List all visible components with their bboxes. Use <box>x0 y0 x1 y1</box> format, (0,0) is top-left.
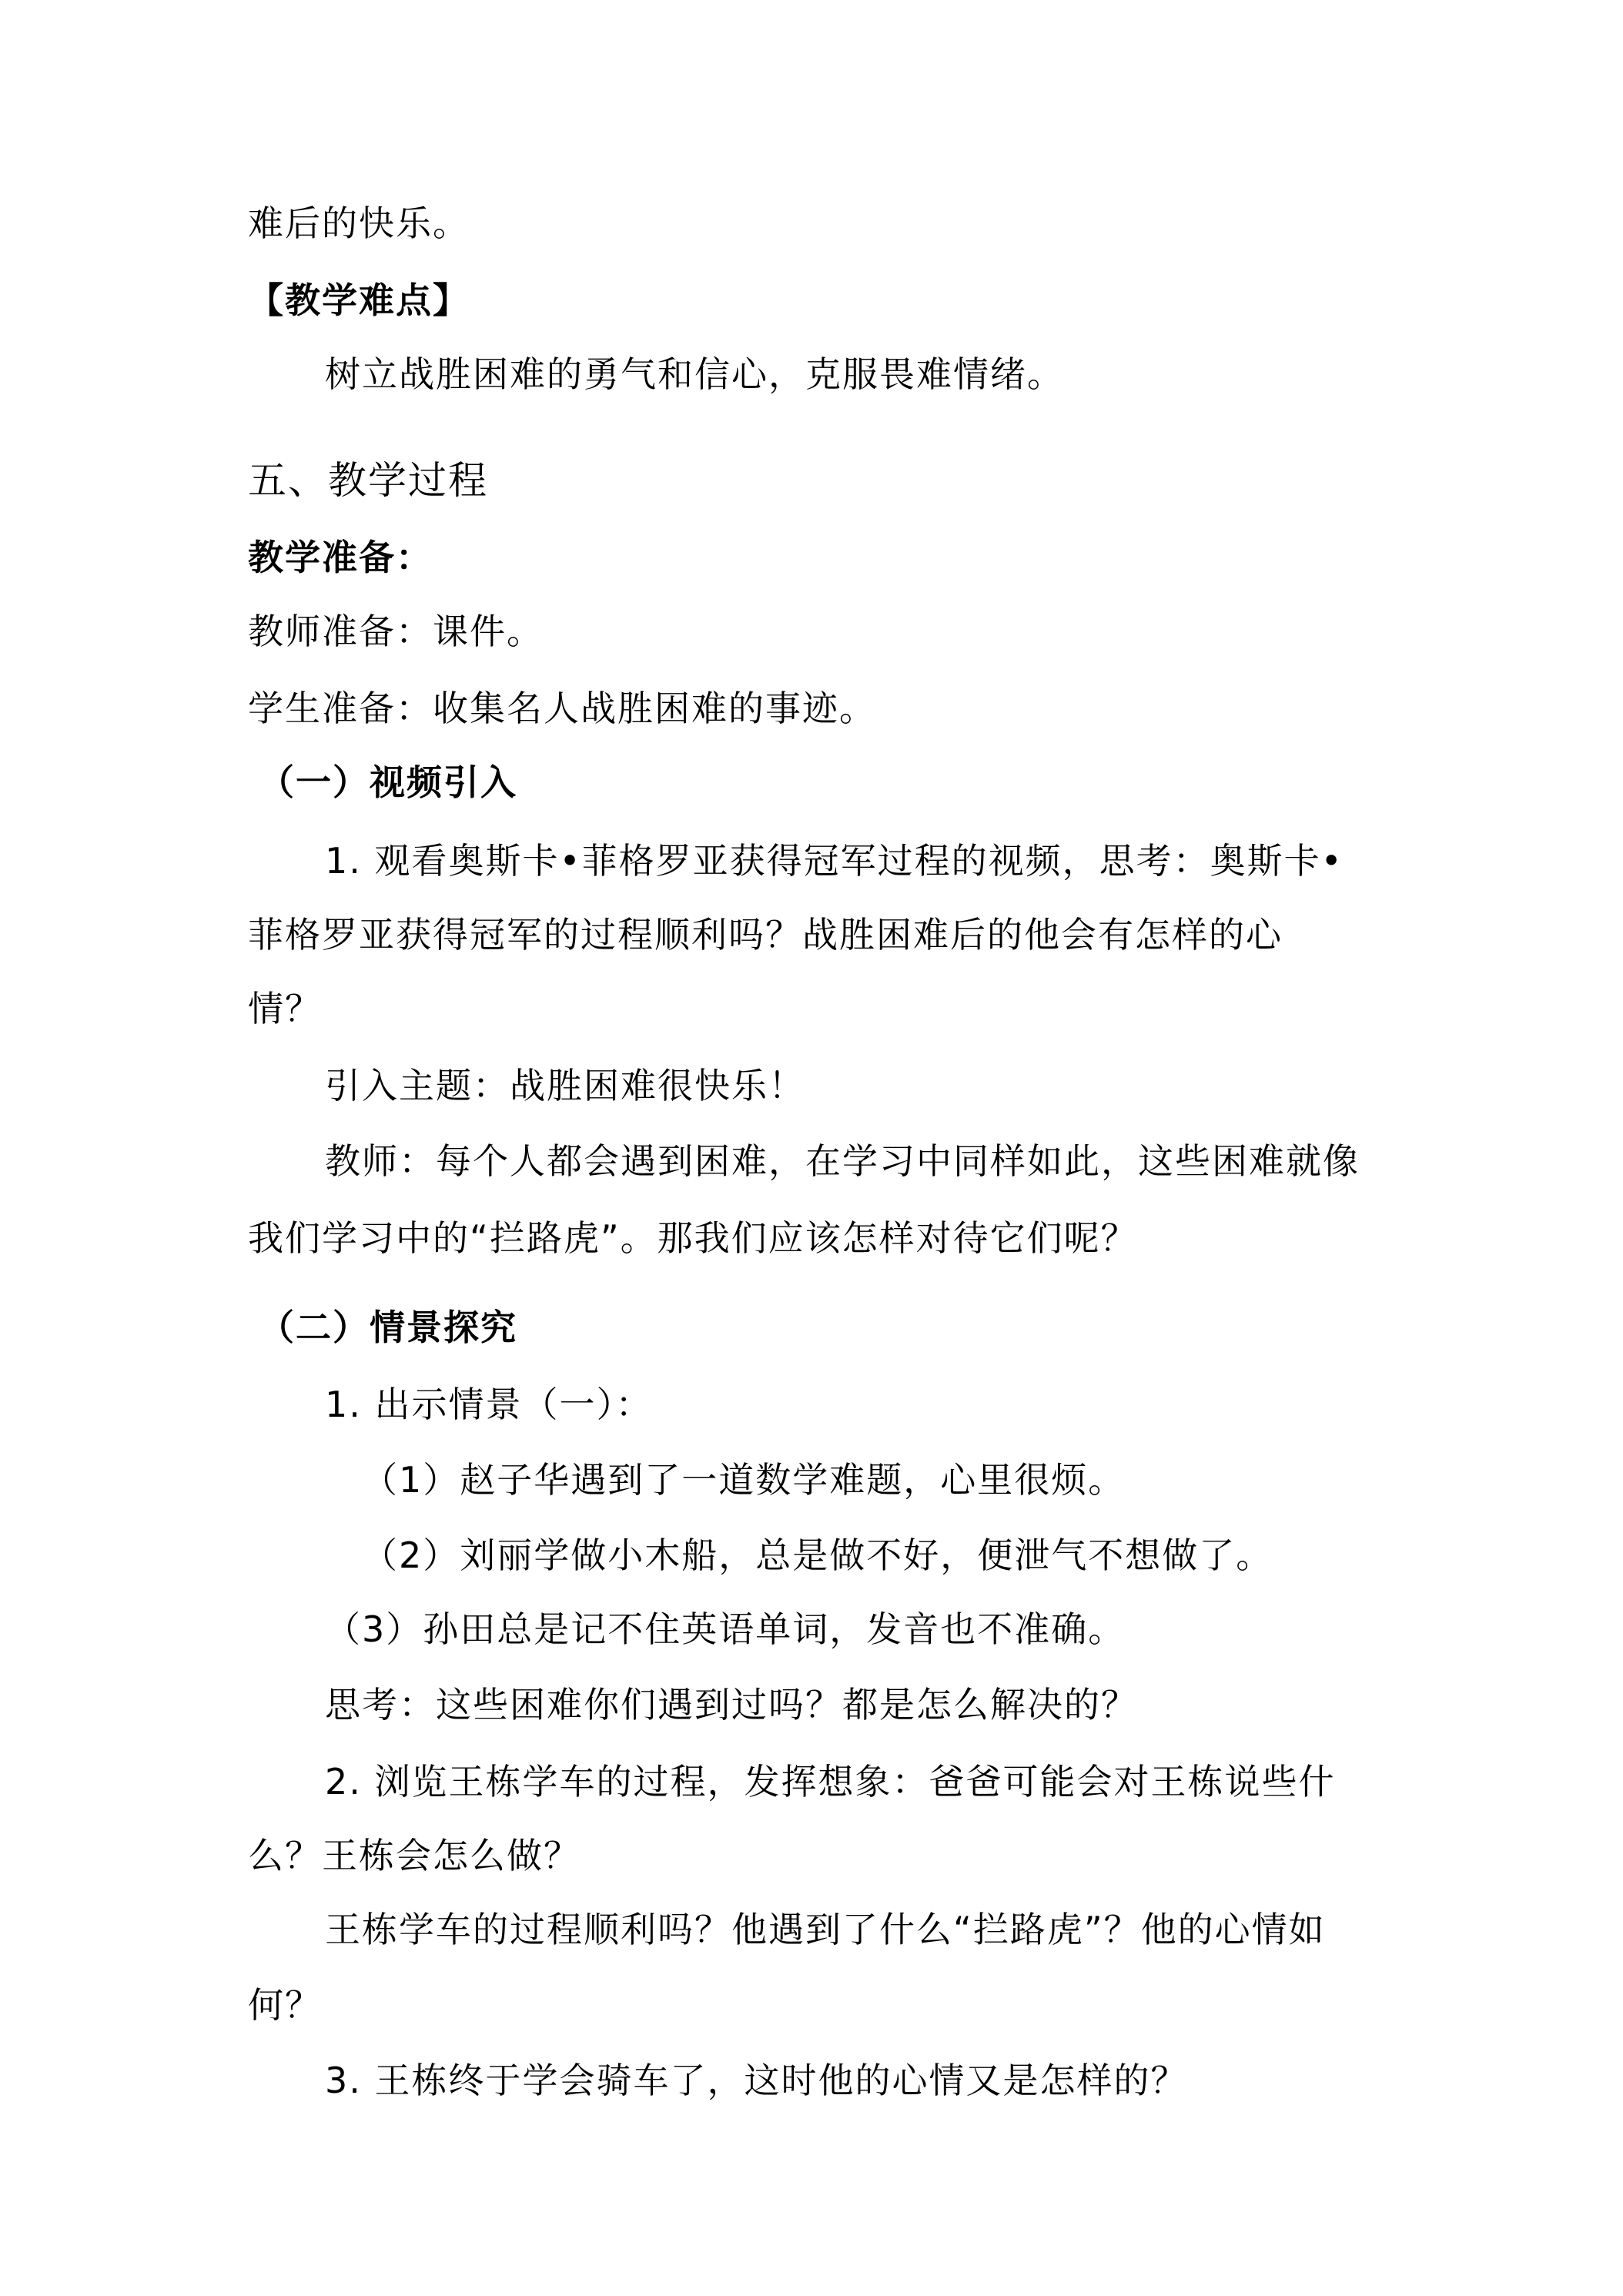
paragraph-teacher-line-1: 教师：每个人都会遇到困难，在学习中同样如此，这些困难就像 <box>325 1140 1360 1182</box>
section-heading-teaching-difficulty: 【教学难点】 <box>248 279 470 321</box>
paragraph-item-1-line-1: 1. 观看奥斯卡•菲格罗亚获得冠军过程的视频，思考：奥斯卡• <box>325 840 1344 882</box>
paragraph-scenario-1: 1. 出示情景（一）： <box>325 1384 653 1425</box>
paragraph-teacher-preparation: 教师准备：课件。 <box>248 611 544 652</box>
paragraph-think-1: 思考：这些困难你们遇到过吗？都是怎么解决的？ <box>325 1684 1138 1725</box>
paragraph-item-2-line-2: 么？王栋会怎么做？ <box>248 1835 581 1876</box>
section-heading-teaching-process: 五、教学过程 <box>248 458 488 503</box>
paragraph-continuation: 难后的快乐。 <box>248 202 470 244</box>
subheading-scenario-inquiry: （二）情景探究 <box>259 1307 517 1348</box>
paragraph-item-2-line-1: 2. 浏览王栋学车的过程，发挥想象：爸爸可能会对王栋说些什 <box>325 1761 1336 1802</box>
paragraph-teaching-difficulty: 树立战胜困难的勇气和信心，克服畏难情绪。 <box>325 353 1064 395</box>
subheading-preparation: 教学准备： <box>248 537 433 578</box>
subheading-video-intro: （一）视频引入 <box>259 761 517 803</box>
paragraph-teacher-line-2: 我们学习中的“拦路虎”。那我们应该怎样对待它们呢？ <box>248 1217 1138 1259</box>
list-item-scenario-3: （3）孙田总是记不住英语单词，发音也不准确。 <box>325 1608 1126 1650</box>
list-item-scenario-2: （2）刘丽学做小木船，总是做不好，便泄气不想做了。 <box>362 1535 1273 1576</box>
list-item-scenario-1: （1）赵子华遇到了一道数学难题，心里很烦。 <box>362 1459 1126 1501</box>
paragraph-item-1-line-2: 菲格罗亚获得冠军的过程顺利吗？战胜困难后的他会有怎样的心 <box>248 914 1283 956</box>
paragraph-question-line-1: 王栋学车的过程顺利吗？他遇到了什么“拦路虎”？他的心情如 <box>325 1909 1326 1950</box>
paragraph-intro-topic: 引入主题：战胜困难很快乐！ <box>325 1065 805 1106</box>
paragraph-question-line-2: 何？ <box>248 1984 322 2026</box>
paragraph-item-3: 3. 王栋终于学会骑车了，这时他的心情又是怎样的？ <box>325 2060 1188 2101</box>
paragraph-student-preparation: 学生准备：收集名人战胜困难的事迹。 <box>248 688 876 729</box>
paragraph-item-1-line-3: 情？ <box>248 988 322 1029</box>
